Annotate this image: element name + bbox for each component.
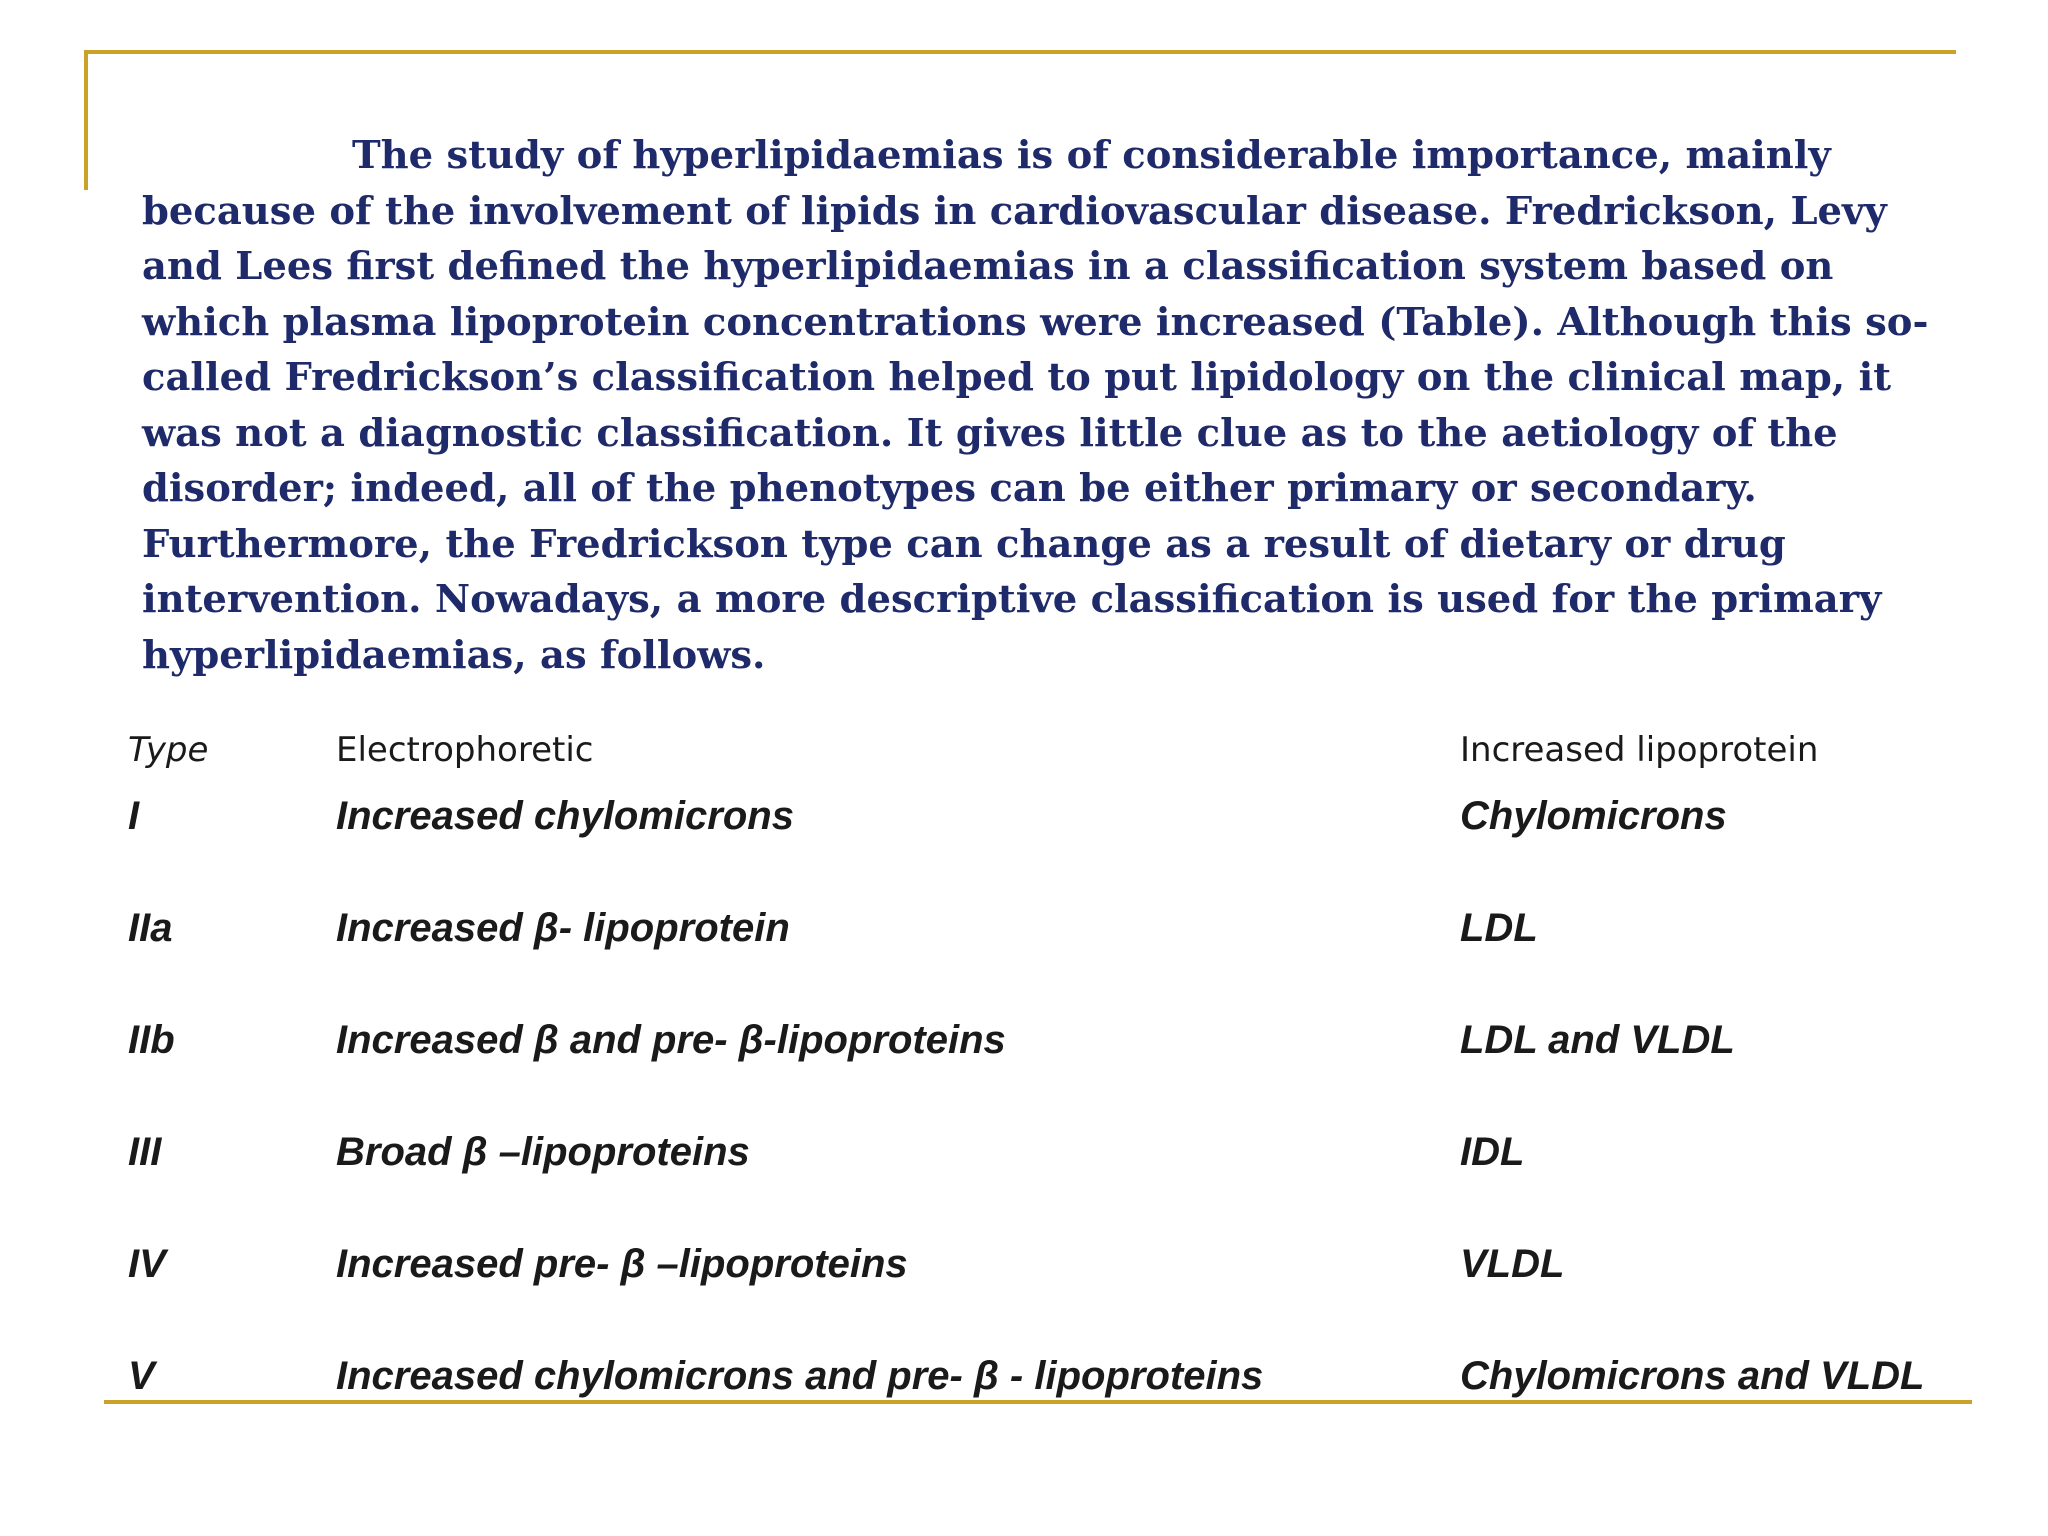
row-electrophoretic: Increased chylomicrons and pre- β - lipoproteins — [336, 1354, 1264, 1398]
row-lipoprotein: LDL — [1460, 906, 1538, 950]
row-electrophoretic: Increased pre- β –lipoproteins — [336, 1242, 908, 1286]
table-row — [128, 1014, 1968, 1070]
row-type: IIa — [128, 906, 173, 950]
row-type: V — [128, 1354, 155, 1398]
row-lipoprotein: Chylomicrons and VLDL — [1460, 1354, 1925, 1398]
table-row — [128, 902, 1968, 958]
row-lipoprotein: Chylomicrons — [1460, 794, 1727, 838]
frame-left-line — [84, 50, 88, 190]
table-row — [128, 1350, 1968, 1406]
table-row — [128, 1126, 1968, 1182]
row-lipoprotein: IDL — [1460, 1130, 1525, 1174]
row-type: III — [128, 1130, 162, 1174]
table-row — [128, 790, 1968, 846]
row-electrophoretic: Increased β- lipoprotein — [336, 906, 790, 950]
table-header-row — [128, 728, 1968, 784]
row-type: I — [128, 794, 140, 838]
row-lipoprotein: VLDL — [1460, 1242, 1565, 1286]
row-electrophoretic: Increased β and pre- β-lipoproteins — [336, 1018, 1006, 1062]
row-type: IV — [128, 1242, 166, 1286]
header-type: Type — [128, 730, 209, 770]
frame-bottom-line — [104, 1400, 1972, 1404]
row-electrophoretic: Broad β –lipoproteins — [336, 1130, 750, 1174]
frame-top-line — [84, 50, 1956, 54]
table-row — [128, 1238, 1968, 1294]
row-type: IIb — [128, 1018, 175, 1062]
header-lipoprotein: Increased lipoprotein — [1460, 730, 1819, 770]
header-electrophoretic: Electrophoretic — [336, 730, 594, 770]
row-lipoprotein: LDL and VLDL — [1460, 1018, 1735, 1062]
intro-paragraph: The study of hyperlipidaemias is of considerable importance, mainly because of the involvement of lipids in cardiovascular disease. Fredrickson, Levy and Lees first defined the hyperlipidaemias in a classification system based on which plasma lipoprotein concentrations were increased (Table). Although this so-called Fredrickson’s classification helped to put lipidology on the clinical map, it was not a diagnostic classification. It gives little clue as to the aetiology of the disorder; indeed, all of the phenotypes can be either primary or secondary. Furthermore, the Fredrickson type can change as a result of dietary or drug intervention. Nowadays, a more descriptive classification is used for the primary hyperlipidaemias, as follows. — [142, 133, 1929, 678]
row-electrophoretic: Increased chylomicrons — [336, 794, 794, 838]
